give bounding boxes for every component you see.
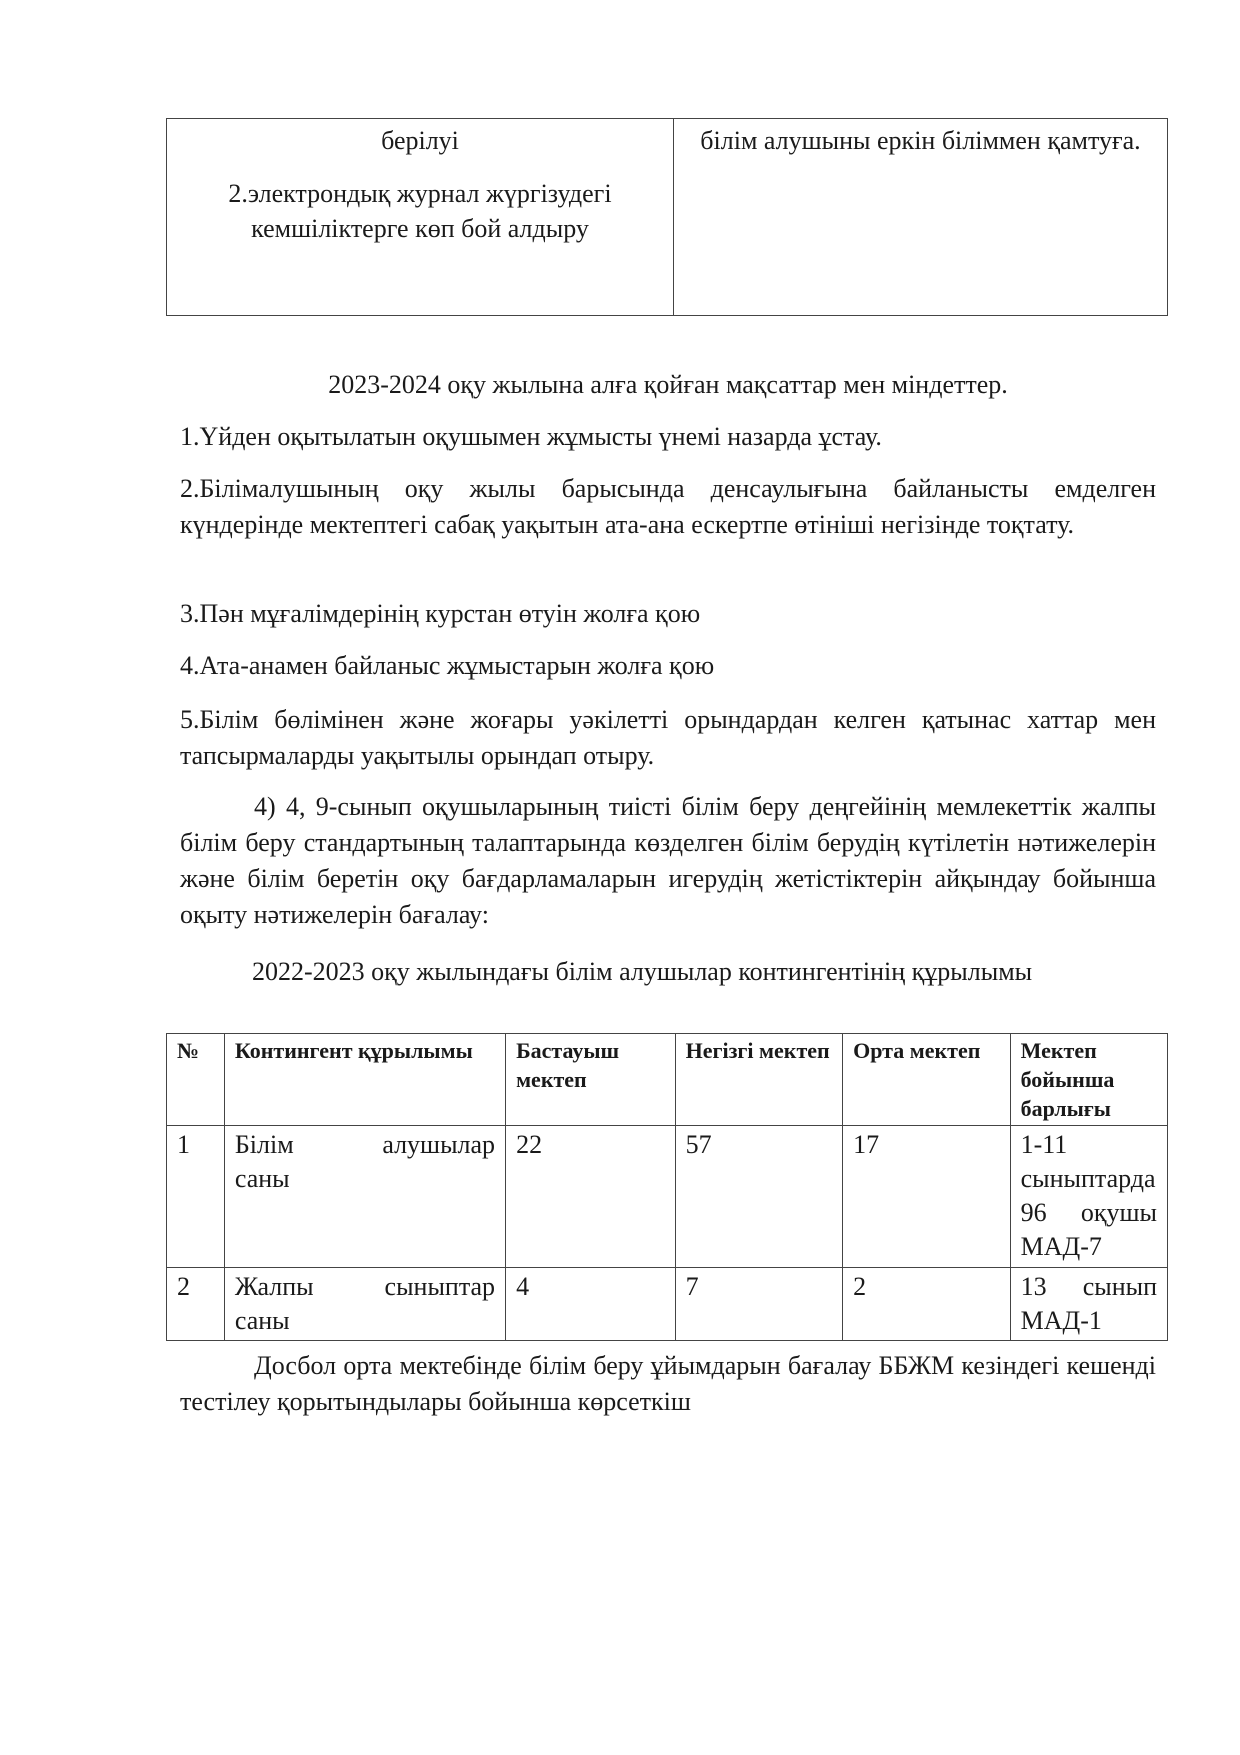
cell-text: берілуі (381, 126, 459, 155)
header-primary: Бастауыш мектеп (506, 1034, 676, 1126)
cell-text: сыныптар (384, 1272, 496, 1301)
cell-text: 13 (1020, 1272, 1047, 1301)
goal-item-3: 3.Пән мұғалімдерінің курстан өтуін жолға қою (180, 599, 701, 628)
cell-text: оқушы (1080, 1198, 1157, 1227)
cell-secondary: 2 (843, 1268, 1011, 1341)
table-row (167, 119, 1168, 316)
cell-secondary: 17 (843, 1126, 1011, 1268)
table-row (167, 1268, 1168, 1341)
left-cell (167, 119, 674, 316)
contingent-title: 2022-2023 оқу жылындағы білім алушылар контингентінің құрылымы (252, 957, 1033, 986)
cell-text: алушылар (382, 1130, 496, 1159)
header-structure: Контингент құрылымы (224, 1034, 505, 1126)
header-total: Мектеп бойынша барлығы (1010, 1034, 1167, 1126)
cell-text: білім алушыны еркін біліммен қамтуға. (700, 126, 1141, 155)
section-4-paragraph: 4) 4, 9-сынып оқушыларының тиісті білім беру деңгейінің мемлекеттік жалпы білім беру стандартының талаптарында көзделген білім берудің күтілетін нәтижелерін және білім беретін оқу бағдарламаларын игерудің жетістіктерін айқындау бойынша оқыту нәтижелерін бағалау: (180, 792, 1156, 929)
cell-total (1010, 1126, 1167, 1268)
cell-text: 1-11 (1020, 1130, 1068, 1159)
cell-text: саны (234, 1306, 290, 1335)
cell-text: Білім (234, 1130, 294, 1159)
cell-basic: 57 (675, 1126, 843, 1268)
goal-item-4: 4.Ата-анамен байланыс жұмыстарын жолға қою (180, 651, 715, 680)
cell-primary: 22 (506, 1126, 676, 1268)
cell-basic: 7 (675, 1268, 843, 1341)
cell-text: саны (234, 1164, 290, 1193)
goal-item-5: 5.Білім бөлімінен және жоғары уәкілетті орындардан келген қатынас хаттар мен тапсырмаларды уақытылы орындап отыру. (180, 705, 1156, 770)
cell-text: сынып (1082, 1272, 1157, 1301)
cell-total (1010, 1268, 1167, 1341)
goal-item-2: 2.Білімалушының оқу жылы барысында денсаулығына байланысты емделген күндерінде мектептегі сабақ уақытын ата-ана ескертпе өтініші негізінде тоқтату. (180, 474, 1156, 539)
continuation-table (166, 118, 1168, 316)
cell-number: 1 (167, 1126, 225, 1268)
header-number: № (167, 1034, 225, 1126)
cell-number: 2 (167, 1268, 225, 1341)
cell-text: 2.электрондық журнал жүргізудегі кемшіліктерге көп бой алдыру (228, 179, 612, 243)
cell-text: МАД-7 (1020, 1232, 1102, 1261)
contingent-table (166, 1033, 1168, 1341)
cell-text: 96 (1020, 1198, 1047, 1227)
closing-paragraph: Досбол орта мектебінде білім беру ұйымдарын бағалау ББЖМ кезіндегі кешенді тестілеу қорытындылары бойынша көрсеткіш (180, 1351, 1156, 1416)
header-secondary: Орта мектеп (843, 1034, 1011, 1126)
goals-heading: 2023-2024 оқу жылына алға қойған мақсаттар мен міндеттер. (328, 370, 1008, 399)
cell-primary: 4 (506, 1268, 676, 1341)
right-cell (674, 119, 1168, 316)
cell-text: МАД-1 (1020, 1306, 1102, 1335)
cell-text: сыныптарда (1020, 1164, 1156, 1193)
table-row (167, 1126, 1168, 1268)
header-basic: Негізгі мектеп (675, 1034, 843, 1126)
cell-structure (224, 1126, 505, 1268)
cell-structure (224, 1268, 505, 1341)
goal-item-1: 1.Үйден оқытылатын оқушымен жұмысты үнемі назарда ұстау. (180, 422, 882, 451)
cell-text: Жалпы (234, 1272, 314, 1301)
table-header-row (167, 1034, 1168, 1126)
